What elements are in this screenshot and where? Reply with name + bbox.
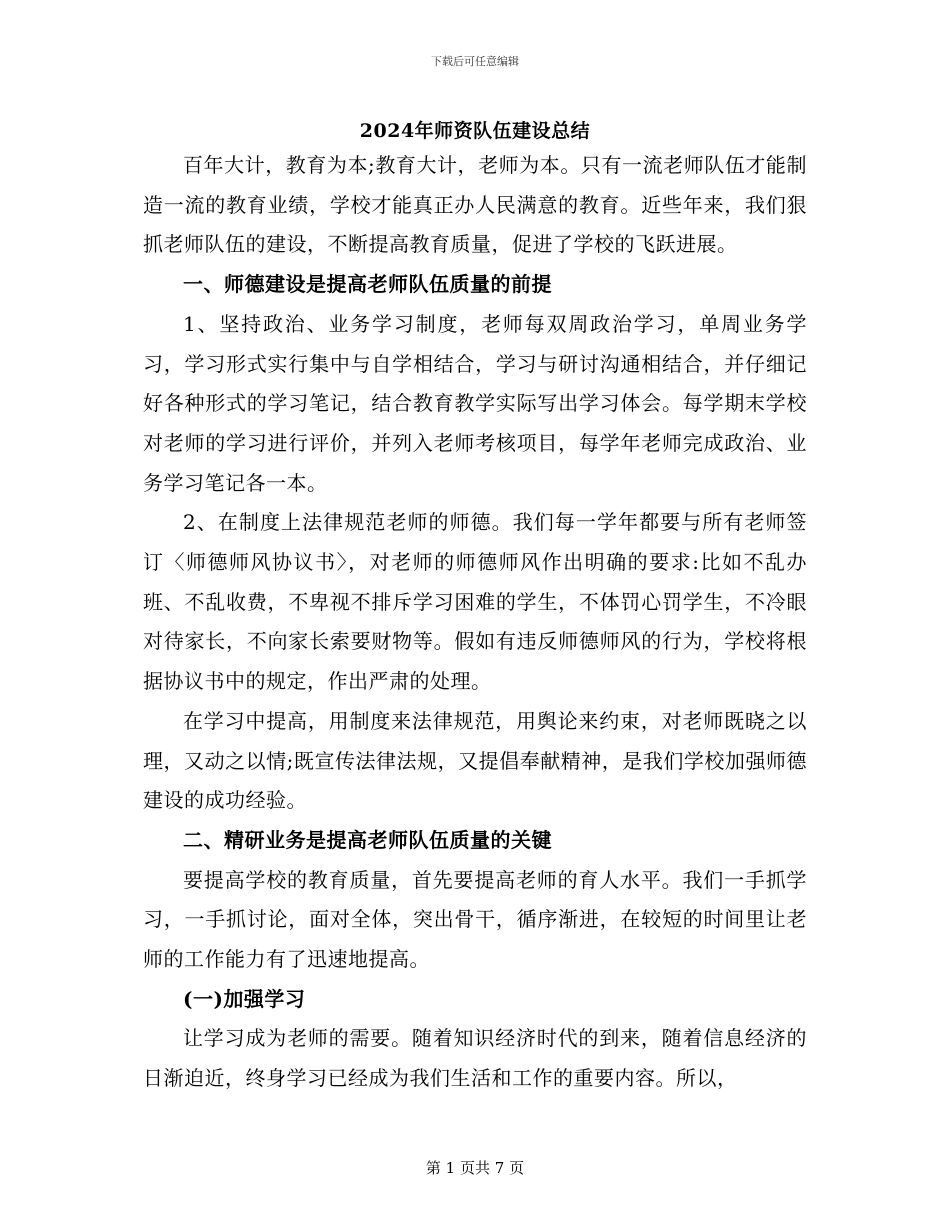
paragraph-summary: 在学习中提高，用制度来法律规范，用舆论来约束，对老师既晓之以理，又动之以情;既宣传法律法规，又提倡奉献精神，是我们学校加强师德建设的成功经验。 xyxy=(143,708,807,813)
paragraph-intro: 百年大计，教育为本;教育大计，老师为本。只有一流老师队伍才能制造一流的教育业绩，学校才能真正办人民满意的教育。近些年来，我们狠抓老师队伍的建设，不断提高教育质量，促进了学校的飞跃进展。 xyxy=(143,153,807,257)
paragraph-section-2-intro: 要提高学校的教育质量，首先要提高老师的育人水平。我们一手抓学习，一手抓讨论，面对全体，突出骨干，循序渐进，在较短的时间里让老师的工作能力有了迅速地提高。 xyxy=(143,867,807,972)
document-title: 2024年师资队伍建设总结 xyxy=(359,120,591,142)
paragraph-item-1: 1、坚持政治、业务学习制度，老师每双周政治学习，单周业务学习，学习形式实行集中与自学相结合，学习与研讨沟通相结合，并仔细记好各种形式的学习笔记，结合教育教学实际写出学习体会。每学期末学校对老师的学习进行评价，并列入老师考核项目，每学年老师完成政治、业务学习笔记各一本。 xyxy=(143,311,807,495)
section-heading-2: 二、精研业务是提高老师队伍质量的关键 xyxy=(183,827,552,852)
subsection-heading-1: (一)加强学习 xyxy=(183,986,306,1011)
paragraph-learning: 让学习成为老师的需要。随着知识经济时代的到来，随着信息经济的日渐迫近，终身学习已经成为我们生活和工作的重要内容。所以， xyxy=(143,1026,807,1091)
paragraph-item-2: 2、在制度上法律规范老师的师德。我们每一学年都要与所有老师签订〈师德师风协议书〉，对老师的师德师风作出明确的要求:比如不乱办班、不乱收费，不卑视不排斥学习困难的学生，不体罚心罚学生，不冷眼对待家长，不向家长索要财物等。假如有违反师德师风的行为，学校将根据协议书中的规定，作出严肃的处理。 xyxy=(143,510,807,694)
document-body xyxy=(143,146,807,1099)
section-heading-1: 一、师德建设是提高老师队伍质量的前提 xyxy=(183,272,552,297)
header-note: 下载后可任意编辑 xyxy=(431,55,519,68)
page-footer: 第 1 页共 7 页 xyxy=(425,1159,525,1177)
